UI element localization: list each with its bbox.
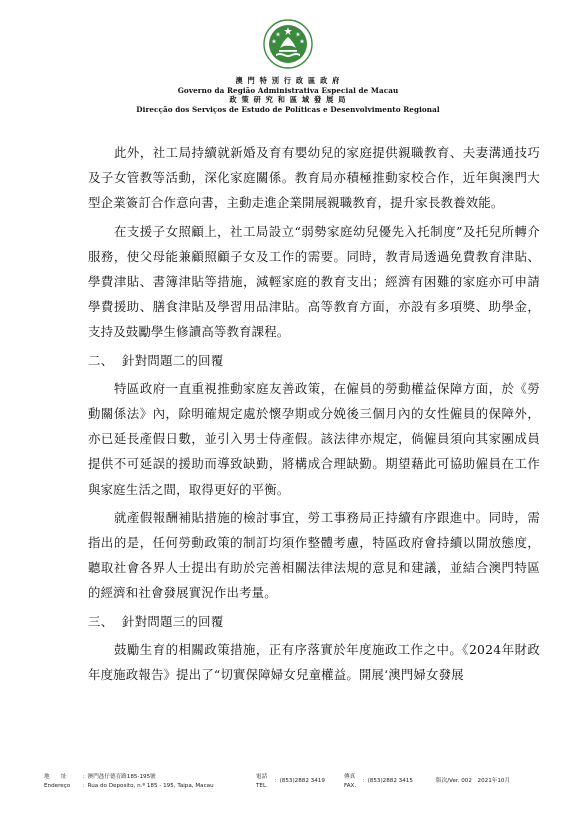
tel-number: ：(853)2882 3419	[274, 778, 325, 784]
gov-name-cn: 澳 門 特 別 行 政 區 政 府	[235, 76, 341, 85]
version-info: 版次/Ver. 002 2021年10月	[436, 778, 511, 784]
address-label-pt: Endereço	[44, 782, 71, 789]
dept-name-cn: 政 策 研 究 和 區 域 發 展 局	[229, 95, 347, 105]
section-heading	[88, 348, 540, 373]
address-labels	[44, 773, 70, 790]
fax-label-pt: FAX.	[344, 782, 357, 789]
macau-emblem-icon	[262, 18, 314, 70]
paragraph: 此外，社工局持續就新婚及育有嬰幼兒的家庭提供親職教育、夫妻溝通技巧及子女管教等活動，深化家庭關係。教育局亦積極推動家校合作，近年與澳門大型企業簽訂合作意向書，主動走進企業開展親職教育，提升家長教養效能。	[88, 145, 540, 211]
address-cn: 澳門氹仔德育路185-195號	[87, 774, 156, 780]
fax-labels	[344, 773, 356, 790]
paragraph: 鼓勵生育的相關政策措施，正有序落實於年度施政工作之中。《2024年財政年度施政報告》提出了“切實保障婦女兒童權益。開展‘澳門婦女發展	[88, 641, 540, 683]
paragraph: 就產假報酬補貼措施的檢討事宜，勞工事務局正持續有序跟進中。同時，需指出的是，任何勞動政策的制訂均須作整體考慮，特區政府會持續以開放態度，聽取社會各界人士提出有助於完善相關法律法規的意見和建議，並結合澳門特區的經濟和社會發展實況作出考量。	[88, 509, 540, 601]
gov-name-pt: Governo da Região Administrativa Especial de Macau	[177, 85, 399, 95]
paragraph: 在支援子女照顧上，社工局設立“弱勢家庭幼兒優先入托制度”及托兒所轉介服務，使父母能兼顧照顧子女及工作的需要。同時，教青局透過免費教育津貼、學費津貼、書簿津貼等措施，減輕家庭的教育支出；經濟有困難的家庭亦可申請學費援助、膳食津貼及學習用品津貼。高等教育方面，亦設有多項獎、助學金，支持及鼓勵學生修讀高等教育課程。	[88, 223, 540, 340]
paragraph: 特區政府一直重視推動家庭友善政策，在僱員的勞動權益保障方面，於《勞動關係法》內，除明確規定處於懷孕期或分娩後三個月內的女性僱員的保障外，亦已延長產假日數，並引入男士侍產假。該法律亦規定，倘僱員須向其家團成員提供不可延誤的援助而導致缺勤，將構成合理缺勤。期望藉此可協助僱員在工作與家庭生活之間，取得更好的平衡。	[88, 380, 540, 497]
heading-text: 針對問題二的回覆	[122, 352, 224, 368]
address: ：澳門氹仔德育路185-195號 ：Rua do Deposito, n.º 185 - 195, Taipa, Macau	[82, 774, 214, 789]
letter-body	[88, 140, 540, 690]
fax-label-cn: 傳真	[344, 774, 356, 780]
heading-number: 二、	[88, 352, 114, 368]
heading-number: 三、	[88, 613, 114, 629]
address-pt: Rua do Deposito, n.º 185 - 195, Taipa, Macau	[87, 782, 214, 789]
section-heading	[88, 609, 540, 634]
tel-labels	[256, 773, 268, 790]
dept-name-pt: Direcção dos Serviços de Estudo de Políticas e Desenvolvimento Regional	[136, 104, 440, 114]
heading-text: 針對問題三的回覆	[122, 613, 224, 629]
tel-label-cn: 電話	[256, 774, 268, 780]
letterhead	[0, 18, 576, 114]
fax-number: ：(853)2882 3415	[362, 778, 413, 784]
address-label-cn: 地 址	[44, 774, 67, 780]
tel-label-pt: TEL.	[256, 782, 268, 789]
